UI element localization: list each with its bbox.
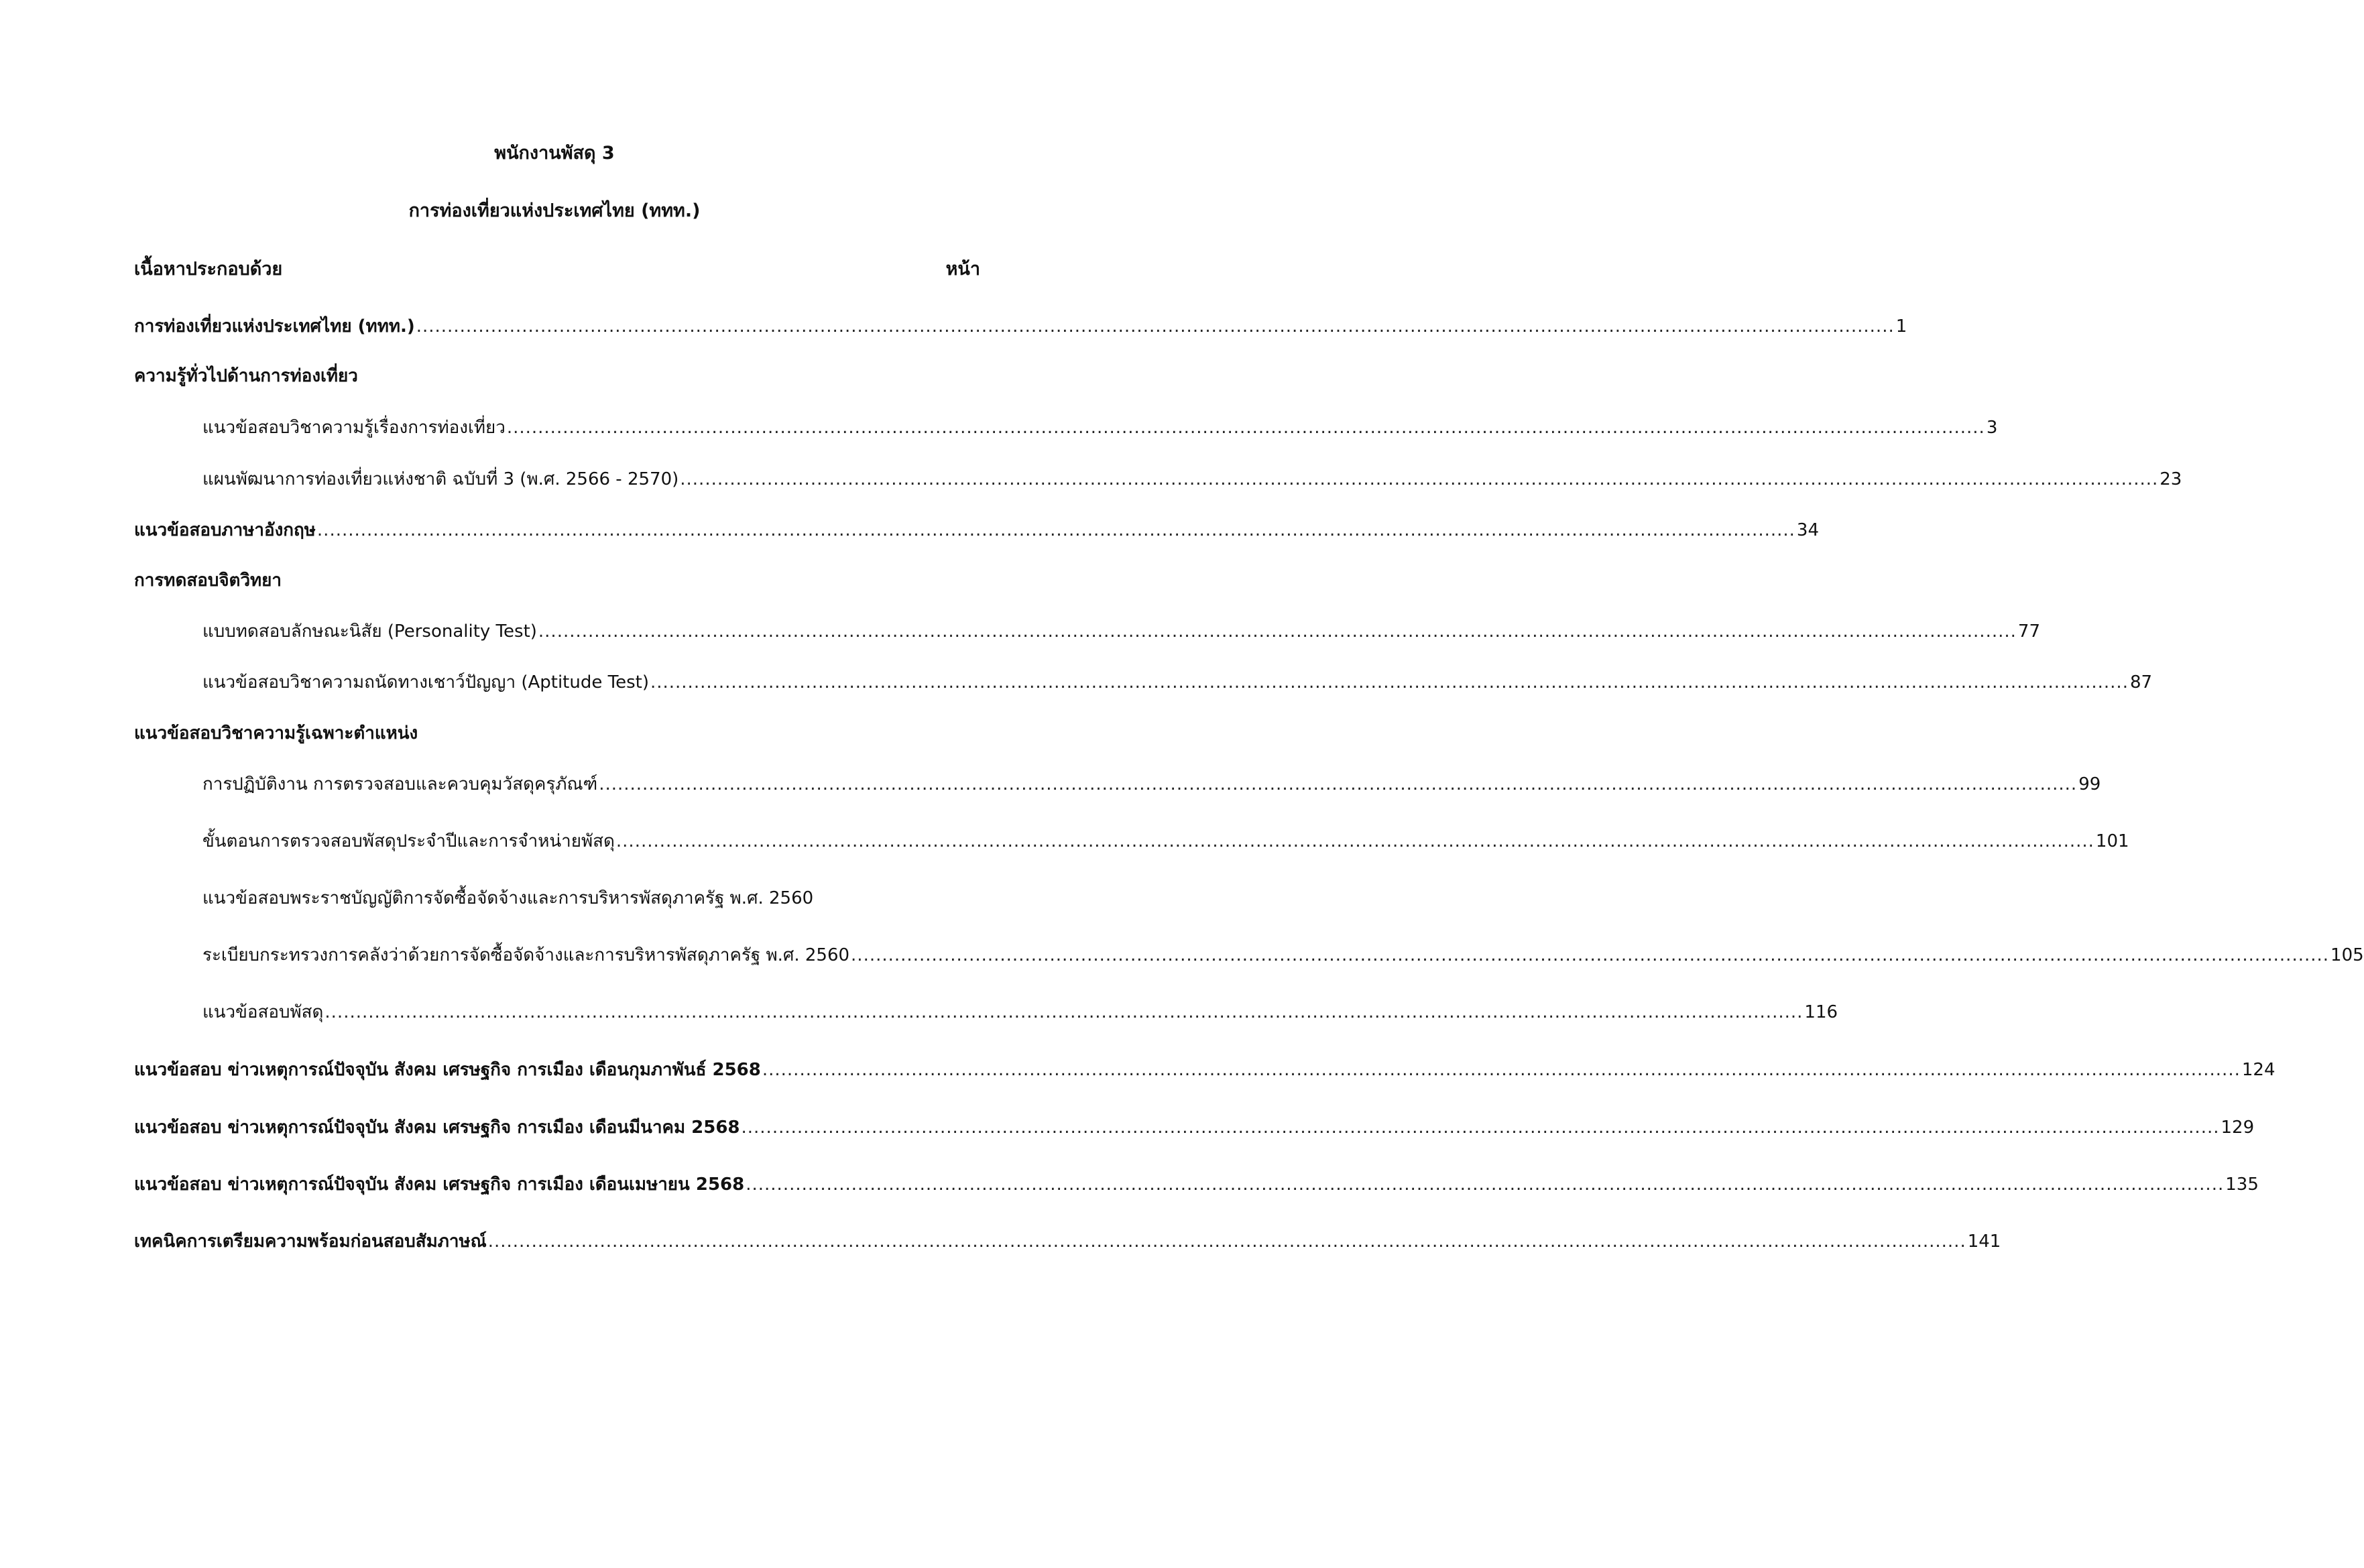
toc-entry (134, 313, 1907, 340)
toc-entry-text: แนวข้อสอบ ข่าวเหตุการณ์ปัจจุบัน สังคม เศรษฐกิจ การเมือง เดือนเมษายน 2568 (134, 1174, 745, 1195)
toc-entry-text: แนวข้อสอบวิชาความรู้เฉพาะตำแหน่ง (134, 723, 418, 743)
toc-entry-text: แนวข้อสอบวิชาความถนัดทางเชาว์ปัญญา (Aptitude Test) (202, 672, 649, 692)
dot-leader (746, 1171, 2224, 1198)
toc-section-heading (134, 363, 980, 389)
toc-entry-text: แผนพัฒนาการท่องเที่ยวแห่งชาติ ฉบับที่ 3 (พ.ศ. 2566 - 2570) (202, 469, 679, 489)
toc-entry-page: 116 (1804, 1002, 1838, 1022)
dot-leader (488, 1228, 1966, 1255)
toc-entry-text: แนวข้อสอบพัสดุ (202, 1002, 324, 1022)
toc-entry-page: 129 (2221, 1118, 2255, 1138)
dot-leader (317, 517, 1795, 544)
toc-entry-text: แนวข้อสอบภาษาอังกฤษ (134, 520, 316, 540)
toc-entry-text: ความรู้ทั่วไปด้านการท่องเที่ยว (134, 366, 358, 386)
toc-section-heading (134, 720, 980, 747)
toc-entry (202, 828, 2129, 855)
page-column-label: หน้า (945, 259, 980, 280)
dot-leader (762, 1057, 2241, 1083)
toc-entry-page: 34 (1796, 520, 1820, 540)
dot-leader (650, 669, 2129, 696)
dot-leader (507, 414, 1985, 441)
toc-entry-page: 105 (2330, 945, 2364, 965)
toc-entry (202, 942, 2364, 969)
toc-entry-page: 99 (2078, 774, 2101, 794)
toc-entry-page: 1 (1895, 316, 1907, 337)
dot-leader (416, 313, 1895, 340)
contents-label: เนื้อหาประกอบด้วย (134, 259, 283, 280)
dot-leader (324, 999, 1803, 1026)
toc-entry (202, 414, 1998, 441)
toc-entry-page: 124 (2241, 1060, 2276, 1080)
toc-entry (134, 1114, 2255, 1141)
toc-section-heading (134, 567, 980, 594)
toc-entry (202, 669, 2153, 696)
toc-entry (202, 885, 980, 912)
dot-leader (616, 828, 2094, 855)
toc-entry-text: แนวข้อสอบพระราชบัญญัติการจัดซื้อจัดจ้างและการบริหารพัสดุภาครัฐ พ.ศ. 2560 (202, 888, 814, 908)
dot-leader (742, 1114, 2220, 1141)
toc-entry-page: 135 (2225, 1174, 2259, 1195)
toc-entry-text: การทดสอบจิตวิทยา (134, 570, 282, 591)
toc-entry-page: 141 (1967, 1231, 2001, 1252)
toc-entry-page: 23 (2160, 469, 2182, 489)
dot-leader (851, 942, 2329, 969)
toc-entry-text: แนวข้อสอบวิชาความรู้เรื่องการท่องเที่ยว (202, 418, 506, 438)
toc-entry-text: ขั้นตอนการตรวจสอบพัสดุประจำปีและการจำหน่ายพัสดุ (202, 831, 615, 851)
toc-entry-text: การปฏิบัติงาน การตรวจสอบและควบคุมวัสดุครุภัณฑ์ (202, 774, 598, 794)
toc-entry (134, 517, 1820, 544)
toc-entry (134, 1228, 2001, 1255)
toc-entry-text: แนวข้อสอบ ข่าวเหตุการณ์ปัจจุบัน สังคม เศรษฐกิจ การเมือง เดือนกุมภาพันธ์ 2568 (134, 1060, 761, 1080)
toc-entry (202, 466, 2182, 493)
toc-entry-text: ระเบียบกระทรวงการคลังว่าด้วยการจัดซื้อจัดจ้างและการบริหารพัสดุภาครัฐ พ.ศ. 2560 (202, 945, 850, 965)
toc-entry-page: 101 (2095, 831, 2129, 851)
dot-leader (680, 466, 2158, 493)
toc-entry (202, 618, 2040, 645)
toc-entry-page: 3 (1986, 418, 1998, 438)
dot-leader (538, 618, 2017, 645)
toc-entry (134, 1171, 2259, 1198)
toc-entry (202, 771, 2101, 798)
toc-entry-page: 77 (2017, 621, 2040, 642)
document-subtitle: การท่องเที่ยวแห่งประเทศไทย (ททท.) (408, 200, 701, 221)
dot-leader (599, 771, 2077, 798)
toc-entry-page: 87 (2129, 672, 2153, 692)
toc-entry-text: แนวข้อสอบ ข่าวเหตุการณ์ปัจจุบัน สังคม เศรษฐกิจ การเมือง เดือนมีนาคม 2568 (134, 1118, 740, 1138)
document-title: พนักงานพัสดุ 3 (494, 143, 615, 164)
toc-entry-text: แบบทดสอบลักษณะนิสัย (Personality Test) (202, 621, 537, 642)
toc-entry-text: เทคนิคการเตรียมความพร้อมก่อนสอบสัมภาษณ์ (134, 1231, 487, 1252)
toc-entry-text: การท่องเที่ยวแห่งประเทศไทย (ททท.) (134, 316, 415, 337)
toc-header (134, 256, 980, 283)
toc-entry (202, 999, 1838, 1026)
toc-entry (134, 1057, 2276, 1083)
